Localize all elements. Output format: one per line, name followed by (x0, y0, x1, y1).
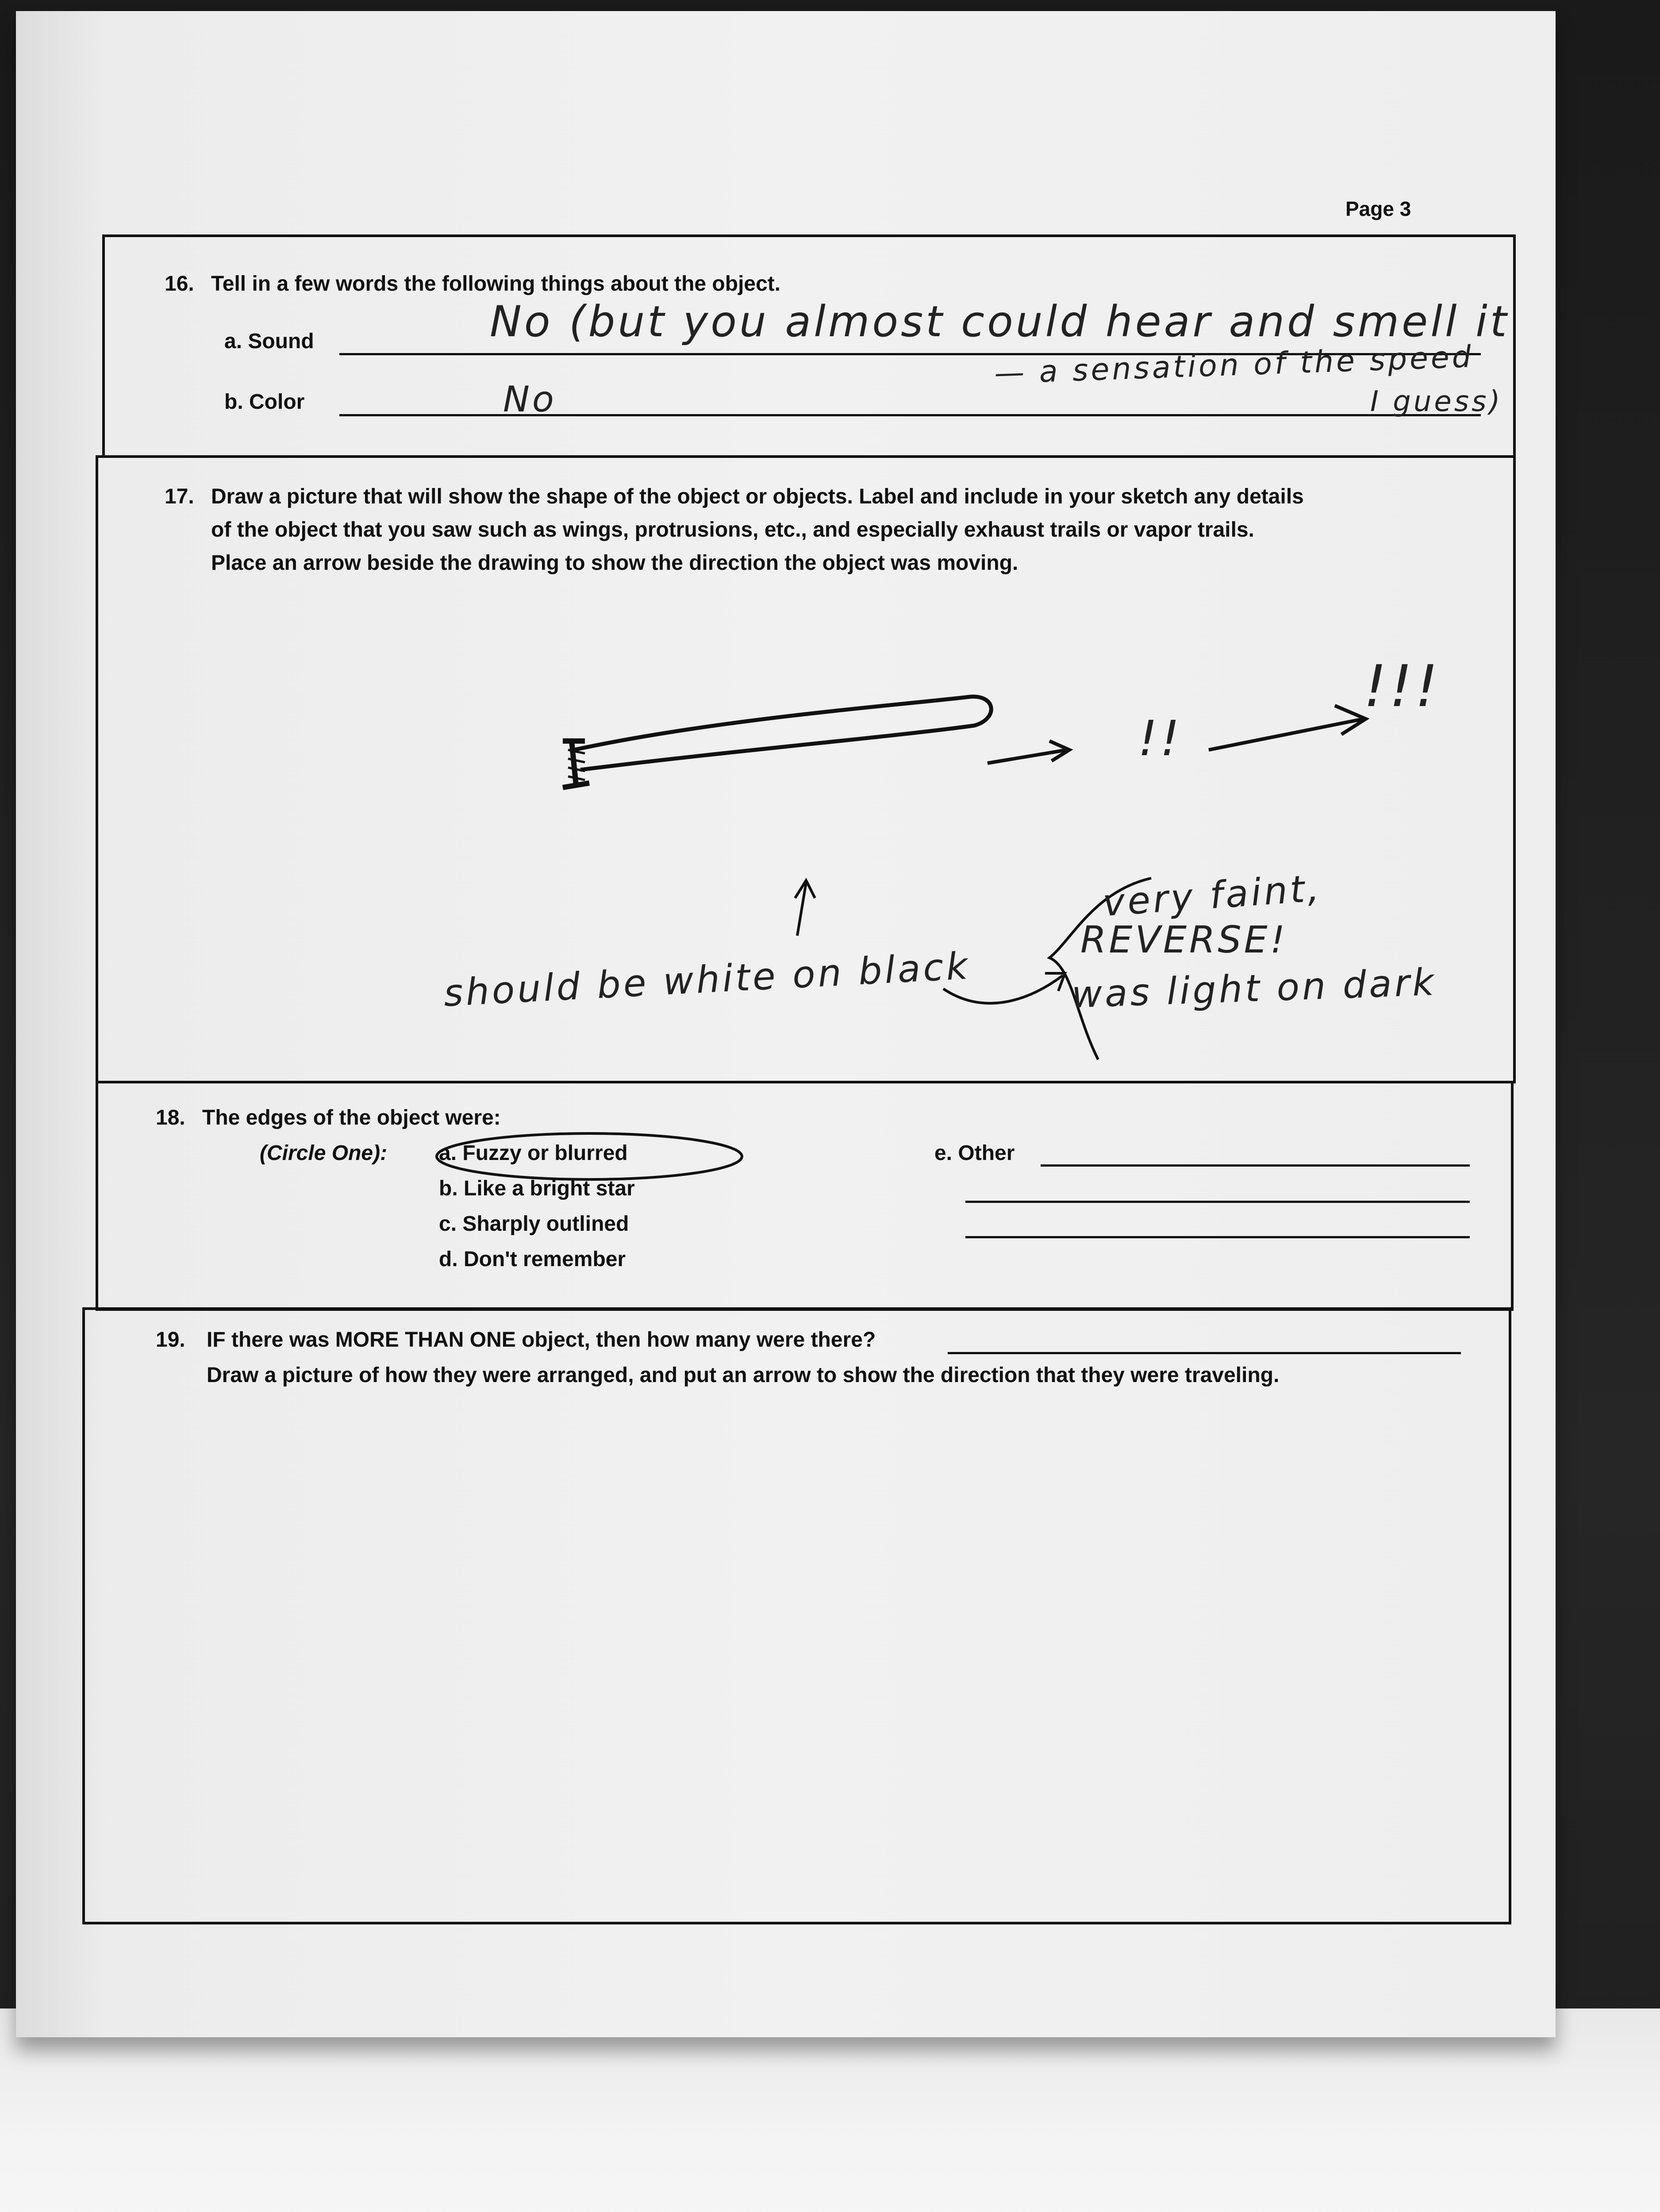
q18-option-b: b. Like a bright star (439, 1177, 635, 1200)
q17-number: 17. (165, 485, 194, 508)
q16-prompt: Tell in a few words the following things about the object. (211, 272, 781, 296)
q16-number: 16. (165, 272, 194, 296)
q18-other-line-1 (1041, 1164, 1470, 1167)
q18-prompt: The edges of the object were: (202, 1106, 501, 1129)
q19-number: 19. (156, 1328, 185, 1352)
q18-number: 18. (156, 1106, 185, 1129)
q18-other-line-2 (965, 1201, 1470, 1203)
q16-color-answer: No (503, 379, 557, 420)
note-very-faint: very faint, (1101, 866, 1323, 925)
object-shape (574, 697, 991, 770)
q19-line1: IF there was MORE THAN ONE object, then how many were there? (207, 1328, 876, 1352)
q18-box (96, 1081, 1514, 1311)
note-bang-small: !! (1138, 710, 1183, 767)
page-number: Page 3 (1345, 197, 1411, 220)
q17-line3: Place an arrow beside the drawing to show the direction the object was moving. (211, 551, 1018, 575)
note-should-be: should be white on black (442, 944, 972, 1015)
note-bang-large: !!! (1364, 653, 1441, 720)
q16-color-answer-cont: I guess) (1370, 385, 1503, 418)
q18-option-c: c. Sharply outlined (439, 1212, 629, 1236)
q18-option-a: a. Fuzzy or blurred (439, 1141, 628, 1165)
q18-other-label: e. Other (934, 1141, 1015, 1165)
q19-count-line (948, 1352, 1461, 1354)
q19-box (82, 1307, 1511, 1924)
q16-sound-label: a. Sound (224, 330, 314, 353)
form-page (16, 11, 1556, 2037)
q18-other-line-3 (965, 1236, 1470, 1238)
q18-selection-circle (417, 1128, 771, 1243)
note-light-on-dark: was light on dark (1071, 960, 1437, 1017)
direction-arrow-1 (988, 741, 1069, 763)
up-arrow (795, 880, 815, 936)
q16-box (102, 234, 1516, 458)
q16-color-label: b. Color (224, 390, 305, 414)
q18-option-d: d. Don't remember (439, 1248, 626, 1271)
q17-line2: of the object that you saw such as wings, protrusions, etc., and especially exhaust trails or vapor trails. (211, 518, 1254, 541)
q16-sound-answer-cont: — a sensation of the speed (993, 339, 1475, 391)
note-reverse: REVERSE! (1080, 918, 1288, 961)
q18-circle-one: (Circle One): (260, 1141, 388, 1165)
direction-arrow-2 (1209, 706, 1366, 750)
q19-line2: Draw a picture of how they were arranged, and put an arrow to show the direction that they were traveling. (207, 1363, 1280, 1387)
q17-box (96, 455, 1516, 1083)
q17-line1: Draw a picture that will show the shape of the object or objects. Label and include in your sketch any details (211, 485, 1304, 508)
q16-sound-answer: No (but you almost could hear and smell it (490, 297, 1510, 346)
lower-sheet (0, 2008, 1660, 2212)
